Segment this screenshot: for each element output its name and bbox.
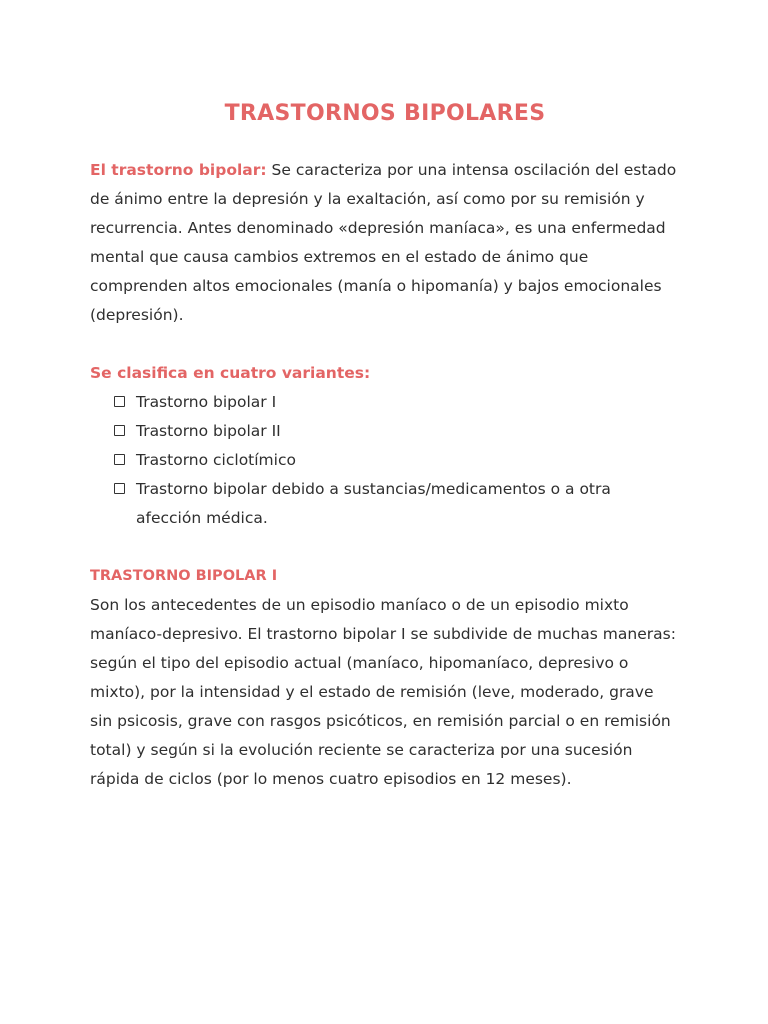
variant-label: Trastorno ciclotímico: [136, 451, 296, 469]
variant-label: Trastorno bipolar I: [136, 393, 277, 411]
checkbox-icon: [114, 483, 125, 494]
intro-paragraph: [90, 156, 680, 330]
checkbox-icon: [114, 396, 125, 407]
variant-label: Trastorno bipolar II: [136, 422, 281, 440]
list-item: [114, 446, 680, 475]
list-item: [114, 388, 680, 417]
intro-label: El trastorno bipolar:: [90, 161, 267, 179]
document-title: TRASTORNOS BIPOLARES: [224, 101, 546, 126]
variants-list: [90, 388, 680, 533]
list-item: [114, 475, 680, 533]
bipolar-1-paragraph: Son los antecedentes de un episodio maníaco o de un episodio mixto maníaco-depresivo. El trastorno bipolar I se subdivide de muchas maneras: según el tipo del episodio actual (maníaco, hipomaníaco, depresivo o mixto), por la intensidad y el estado de remisión (leve, moderado, grave sin psicosis, grave con rasgos psicóticos, en remisión parcial o en remisión total) y según si la evolución reciente se caracteriza por una sucesión rápida de ciclos (por lo menos cuatro episodios en 12 meses).: [90, 596, 676, 788]
variant-label: Trastorno bipolar debido a sustancias/medicamentos o a otra afección médica.: [136, 480, 611, 527]
checkbox-icon: [114, 454, 125, 465]
classification-heading: Se clasifica en cuatro variantes:: [90, 364, 371, 382]
intro-text: Se caracteriza por una intensa oscilación del estado de ánimo entre la depresión y la exaltación, así como por su remisión y recurrencia. Antes denominado «depresión maníaca», es una enfermedad mental que causa cambios extremos en el estado de ánimo que comprenden altos emocionales (manía o hipomanía) y bajos emocionales (depresión).: [90, 161, 677, 324]
document-page: [90, 96, 680, 794]
checkbox-icon: [114, 425, 125, 436]
bipolar-1-heading: TRASTORNO BIPOLAR I: [90, 568, 278, 584]
list-item: [114, 417, 680, 446]
